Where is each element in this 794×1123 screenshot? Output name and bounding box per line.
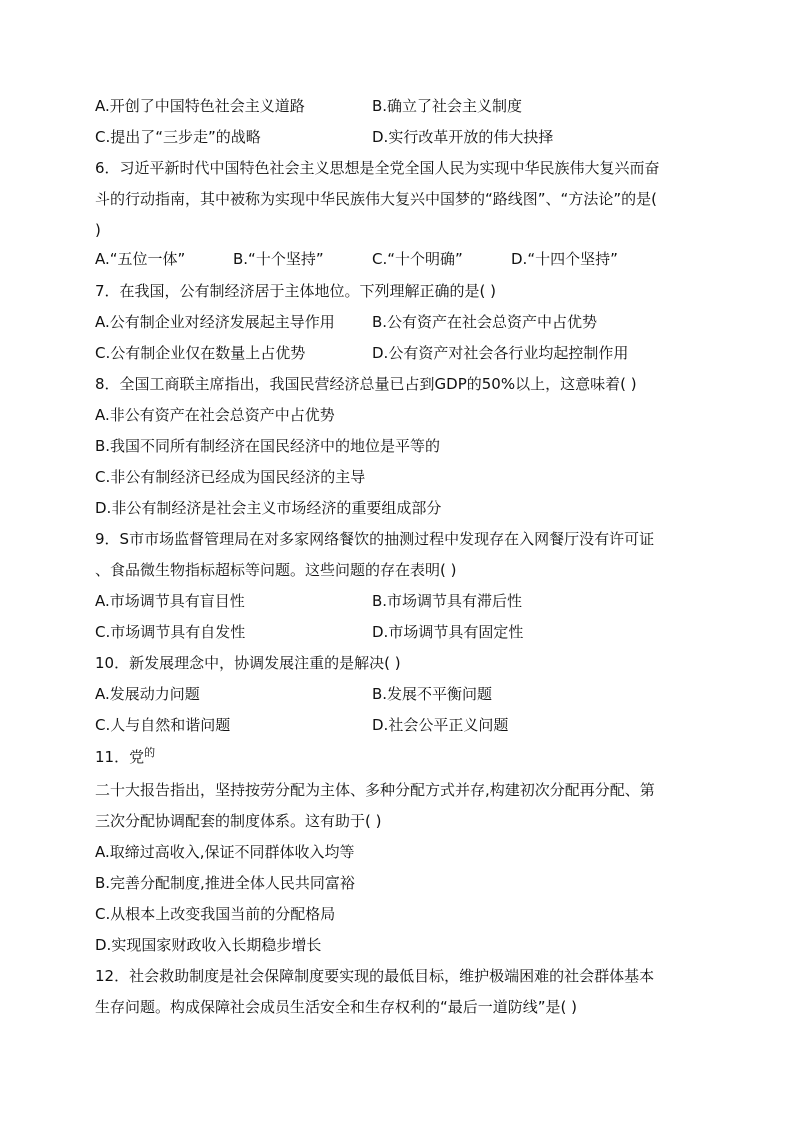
q11-heading: [95, 747, 155, 767]
q10-option-d: D.社会公平正义问题: [372, 716, 509, 734]
q9-option-b: B.市场调节具有滞后性: [372, 592, 523, 610]
q9-option-c: C.市场调节具有自发性: [95, 623, 246, 641]
q8-option-b: B.我国不同所有制经济在国民经济中的地位是平等的: [95, 437, 441, 455]
q10-option-b: B.发展不平衡问题: [372, 685, 493, 703]
q6-stem-line-2: 斗的行动指南，其中被称为实现中华民族伟大复兴中国梦的“路线图”、“方法论”的是(: [95, 190, 657, 208]
q12-stem-line-2: 生存问题。构成保障社会成员生活安全和生存权利的“最后一道防线”是( ): [95, 998, 578, 1016]
q5-option-d: D.实行改革开放的伟大抉择: [372, 128, 554, 146]
q11-stem-line-1: 二十大报告指出，坚持按劳分配为主体、多种分配方式并存,构建初次分配再分配、第: [95, 781, 655, 799]
q7-option-b: B.公有资产在社会总资产中占优势: [372, 313, 598, 331]
q7-stem: 7．在我国，公有制经济居于主体地位。下列理解正确的是( ): [95, 282, 497, 300]
q12-stem-line-1: 12．社会救助制度是社会保障制度要实现的最低目标，维护极端困难的社会群体基本: [95, 967, 655, 985]
q9-option-a: A.市场调节具有盲目性: [95, 592, 245, 610]
q11-stem-line-2: 三次分配协调配套的制度体系。这有助于( ): [95, 812, 382, 830]
q11-option-d: D.实现国家财政收入长期稳步增长: [95, 936, 322, 954]
q11-option-a: A.取缔过高收入,保证不同群体收入均等: [95, 843, 355, 861]
q5-option-a: A.开创了中国特色社会主义道路: [95, 97, 305, 115]
q11-superscript: 的: [144, 746, 156, 759]
q7-option-a: A.公有制企业对经济发展起主导作用: [95, 313, 335, 331]
q5-option-c: C.提出了“三步走”的战略: [95, 128, 261, 146]
q11-number: 11．党: [95, 748, 145, 766]
q6-stem-line-1: 6．习近平新时代中国特色社会主义思想是全党全国人民为实现中华民族伟大复兴而奋: [95, 159, 660, 177]
q8-option-d: D.非公有制经济是社会主义市场经济的重要组成部分: [95, 499, 442, 517]
q6-option-b: B.“十个坚持”: [233, 250, 324, 268]
q8-option-c: C.非公有制经济已经成为国民经济的主导: [95, 468, 366, 486]
q5-option-b: B.确立了社会主义制度: [372, 97, 523, 115]
q7-option-d: D.公有资产对社会各行业均起控制作用: [372, 344, 629, 362]
q11-option-b: B.完善分配制度,推进全体人民共同富裕: [95, 874, 355, 892]
q8-stem: 8．全国工商联主席指出，我国民营经济总量已占到GDP的50%以上，这意味着( ): [95, 375, 637, 393]
q10-option-a: A.发展动力问题: [95, 685, 200, 703]
q6-stem-line-3: ): [95, 221, 101, 239]
q10-option-c: C.人与自然和谐问题: [95, 716, 231, 734]
q10-stem: 10．新发展理念中，协调发展注重的是解决( ): [95, 654, 401, 672]
q9-stem-line-1: 9．S市市场监督管理局在对多家网络餐饮的抽测过程中发现存在入网餐厅没有许可证: [95, 530, 655, 548]
q7-option-c: C.公有制企业仅在数量上占优势: [95, 344, 306, 362]
q9-stem-line-2: 、食品微生物指标超标等问题。这些问题的存在表明( ): [95, 561, 457, 579]
q6-option-d: D.“十四个坚持”: [511, 250, 618, 268]
q8-option-a: A.非公有资产在社会总资产中占优势: [95, 406, 335, 424]
q6-option-a: A.“五位一体”: [95, 250, 186, 268]
q9-option-d: D.市场调节具有固定性: [372, 623, 524, 641]
q11-option-c: C.从根本上改变我国当前的分配格局: [95, 905, 336, 923]
q6-option-c: C.“十个明确”: [372, 250, 463, 268]
